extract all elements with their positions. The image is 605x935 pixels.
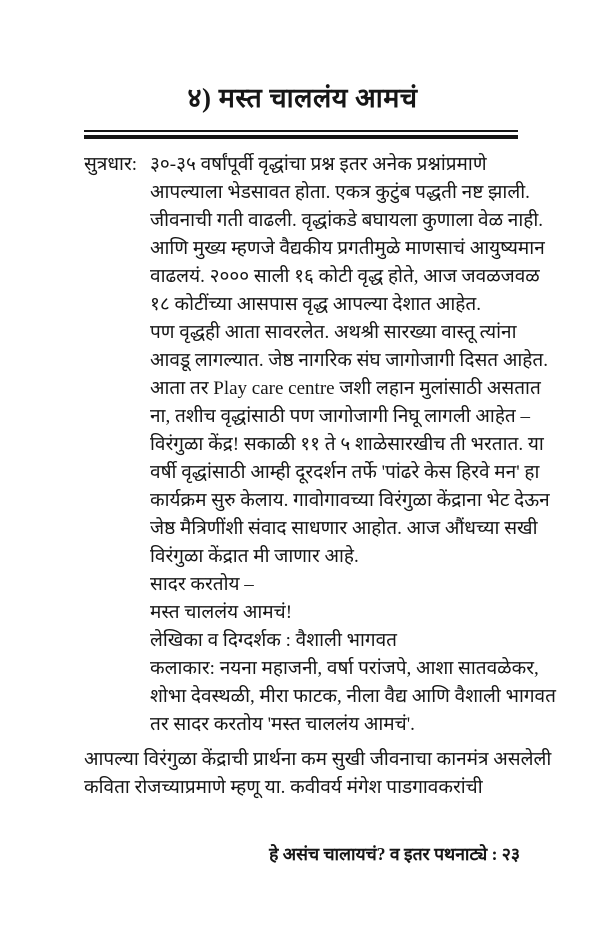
closing-paragraph [84,746,552,802]
speaker-lines [150,151,556,739]
text-line: ३०-३५ वर्षांपूर्वी वृद्धांचा प्रश्न इतर अनेक प्रश्नांप्रमाणे [150,154,487,175]
text-line: वाढलयं. २००० साली १६ कोटी वृद्ध होते, आज जवळजवळ [150,266,540,287]
text-line: आपल्याला भेडसावत होता. एकत्र कुटुंब पद्धती नष्ट झाली. [150,182,530,203]
page-footer: हे असंच चालायचं? व इतर पथनाट्ये : २३ [269,844,520,864]
speaker-paragraph [84,151,556,739]
text-line: १८ कोटींच्या आसपास वृद्ध आपल्या देशात आहेत. [150,294,481,315]
text-line: जेष्ठ मैत्रिणींशी संवाद साधणार आहोत. आज औंधच्या सखी [150,518,538,539]
title-divider [84,130,518,139]
text-line: जीवनाची गती वाढली. वृद्धांकडे बघायला कुणाला वेळ नाही. [150,210,543,231]
text-line: कविता रोजच्याप्रमाणे म्हणू या. कवीवर्य मंगेश पाडगावकरांची [84,777,483,798]
text-line: आणि मुख्य म्हणजे वैद्यकीय प्रगतीमुळे माणसाचं आयुष्यमान [150,238,545,259]
text-line: कार्यक्रम सुरु केलाय. गावोगावच्या विरंगुळा केंद्राना भेट देऊन [150,490,550,511]
text-line: पण वृद्धही आता सावरलेत. अथश्री सारख्या वास्तू त्यांना [150,322,517,343]
text-line: शोभा देवस्थळी, मीरा फाटक, नीला वैद्य आणि वैशाली भागवत [150,686,556,707]
text-line: आता तर Play care centre जशी लहान मुलांसाठी असतात [150,378,541,399]
text-line: लेखिका व दिग्दर्शक : वैशाली भागवत [150,630,397,651]
speaker-label: सुत्रधार: [84,154,137,175]
divider-thick-line [84,135,518,139]
text-line: ना, तशीच वृद्धांसाठी पण जागोजागी निघू लागली आहेत – [150,406,530,427]
text-line: सादर करतोय – [150,574,254,595]
text-line: विरंगुळा केंद्रात मी जाणार आहे. [150,546,359,567]
text-line: कलाकार: नयना महाजनी, वर्षा परांजपे, आशा सातवळेकर, [150,658,539,679]
text-line: वर्षी वृद्धांसाठी आम्ही दूरदर्शन तर्फे 'पांढरे केस हिरवे मन' हा [150,462,540,483]
page-title: ४) मस्त चाललंय आमचं [187,83,418,113]
page-body [84,151,556,802]
divider-thin-line [84,130,518,132]
text-line: आवडू लागल्यात. जेष्ठ नागरिक संघ जागोजागी दिसत आहेत. [150,350,548,371]
text-line: मस्त चाललंय आमचं! [150,602,293,623]
text-line: तर सादर करतोय 'मस्त चाललंय आमचं'. [150,714,415,735]
text-line: आपल्या विरंगुळा केंद्राची प्रार्थना कम सुखी जीवनाचा कानमंत्र असलेली [84,749,552,770]
text-line: विरंगुळा केंद्र! सकाळी ११ ते ५ शाळेसारखीच ती भरतात. या [150,434,544,455]
